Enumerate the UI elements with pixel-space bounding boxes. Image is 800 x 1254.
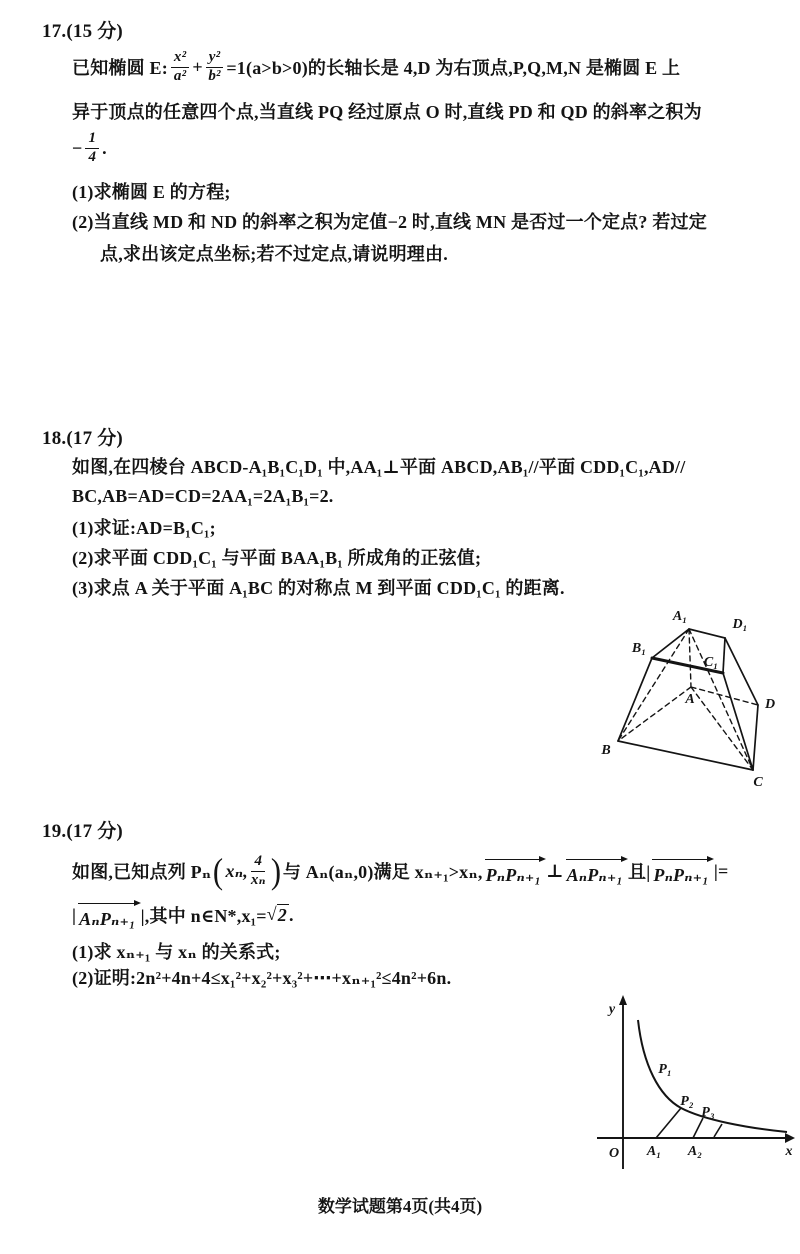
vector-text: PₙPₙ₊₁ [485,865,542,885]
fraction-denominator: 4 [88,148,97,165]
fig18-label-b1: B₁ [631,641,647,656]
q18-item-3: (3)求点 A 关于平面 A₁BC 的对称点 M 到平面 CDD₁C₁ 的距离. [72,578,565,598]
fraction-numerator: 4 [251,854,265,872]
fraction-numerator: x² [171,50,189,68]
q19-item-2: (2)证明:2n²+4n+4≤x₁²+x₂²+x₃²+⋯+xₙ₊₁²≤4n²+6n. [72,968,452,988]
q18-item-1: (1)求证:AD=B₁C₁; [72,518,216,538]
perpendicular-sign: ⊥ [546,860,564,881]
q19-item-1: (1)求 xₙ₊₁ 与 xₙ 的关系式; [72,942,281,962]
fig19-label-a2: A₂ [687,1144,703,1159]
left-paren: ( [213,850,224,891]
vector-text: PₙPₙ₊₁ [653,865,709,885]
fraction-x2-a2 [171,50,189,85]
edge-a1b-dashed [618,629,689,741]
curve-figure [583,985,800,1180]
fraction-4-xn [251,854,266,889]
fraction-denominator: a² [173,67,187,84]
fig19-label-o: O [608,1146,620,1161]
fig18-label-b: B [601,743,611,758]
q17-item-2-cont: 点,求出该定点坐标;若不过定点,请说明理由. [100,244,448,264]
edge-ac-dashed [691,687,753,770]
q19-intro-line2-post: |,其中 n∈N*,x₁= [140,906,267,926]
vector-arrow-icon [566,859,623,860]
q19-intro-mid: 与 Aₙ(aₙ,0)满足 xₙ₊₁>xₙ, [282,862,483,882]
period: . [102,137,107,158]
vector-pnpn1 [484,856,545,886]
q17-intro-line2: 异于顶点的任意四个点,当直线 PQ 经过原点 O 时,直线 PD 和 QD 的斜率之积为 [72,102,702,122]
fraction-y2-b2 [206,50,224,85]
edge-a1d1 [689,629,725,638]
vector-anpn1 [565,856,627,886]
fraction-one-quarter [85,131,99,166]
fraction-numerator: y² [206,50,224,68]
vector-anpn1 [77,900,139,930]
vector-arrow-icon [485,859,541,860]
fraction-denominator: xₙ [250,871,266,888]
fraction-denominator: b² [208,67,221,84]
q18-line2: BC,AB=AD=CD=2AA₁=2A₁B₁=2. [72,486,334,506]
vector-arrow-icon [652,859,708,860]
edge-b1b [618,658,652,741]
fraction-numerator: 1 [85,131,99,149]
x-axis-arrow-icon [785,1133,795,1143]
fig19-label-p2: P₂ [680,1094,694,1109]
segment-a2p3 [693,1118,703,1138]
vector-text: AₙPₙ₊₁ [566,865,624,885]
edge-cd [753,705,758,770]
q17-item-2: (2)当直线 MD 和 ND 的斜率之积为定值−2 时,直线 MN 是否过一个定点? 若过定 [72,212,707,232]
q17-intro-line1 [72,42,680,92]
vector-text: AₙPₙ₊₁ [79,909,136,929]
q18-header: 18.(17 分) [42,428,123,449]
vector-pnpn1 [651,856,712,886]
q19-intro-line1-end: |= [713,860,729,881]
q18-item-2: (2)求平面 CDD₁C₁ 与平面 BAA₁B₁ 所成角的正弦值; [72,548,482,568]
fig18-label-d1: D₁ [732,617,748,632]
q19-intro-line1 [72,842,729,900]
minus-sign: − [72,137,83,158]
edge-ad-dashed [691,687,758,705]
fig18-label-a: A [685,692,695,707]
q17-item-1: (1)求椭圆 E 的方程; [72,182,231,202]
y-axis-arrow-icon [619,995,627,1005]
fig18-label-a1: A₁ [672,609,688,624]
segment-a3p4 [714,1124,722,1137]
period: . [289,904,294,925]
segment-a1p2 [656,1108,681,1138]
q19-arg1: xₙ, [225,860,248,881]
edge-d1c1 [723,638,725,673]
vector-arrow-icon [78,903,135,904]
edge-a1a-dashed [689,629,691,687]
fig19-label-p1: P₁ [658,1062,672,1077]
edge-a1c-dashed [689,629,753,770]
fig19-label-y: y [608,1002,616,1017]
q17-intro-pre: 已知椭圆 E: [72,58,168,78]
q19-intro-pre: 如图,已知点列 Pₙ [72,862,212,882]
q17-intro-post: =1(a>b>0)的长轴长是 4,D 为右顶点,P,Q,M,N 是椭圆 E 上 [226,58,681,78]
fig18-label-c1: C₁ [703,655,719,670]
plus-sign: + [192,56,203,77]
fig19-label-a1: A₁ [646,1144,662,1159]
q18-line1: 如图,在四棱台 ABCD-A₁B₁C₁D₁ 中,AA₁⊥平面 ABCD,AB₁//平面 CDD₁C₁,AD// [72,457,686,477]
q17-value-line [72,126,107,170]
sqrt-symbol: √ [266,904,277,924]
right-paren: ) [270,850,281,891]
sqrt-2 [267,904,289,926]
fig19-label-p3: P₃ [701,1105,715,1120]
page-footer: 数学试题第4页(共4页) [317,1197,483,1216]
q19-intro-and: 且| [628,862,651,882]
edge-bc [618,741,753,770]
frustum-figure [593,604,793,804]
fig18-label-d: D [764,697,776,712]
fig18-label-c: C [753,775,763,790]
q19-header: 19.(17 分) [42,821,123,842]
abs-bar: | [72,904,77,925]
q19-intro-line2 [72,896,294,934]
sqrt-radicand: 2 [277,905,287,925]
q17-header: 17.(15 分) [42,21,123,42]
fig19-label-x: x [785,1144,793,1159]
edge-a1b1 [652,629,689,658]
